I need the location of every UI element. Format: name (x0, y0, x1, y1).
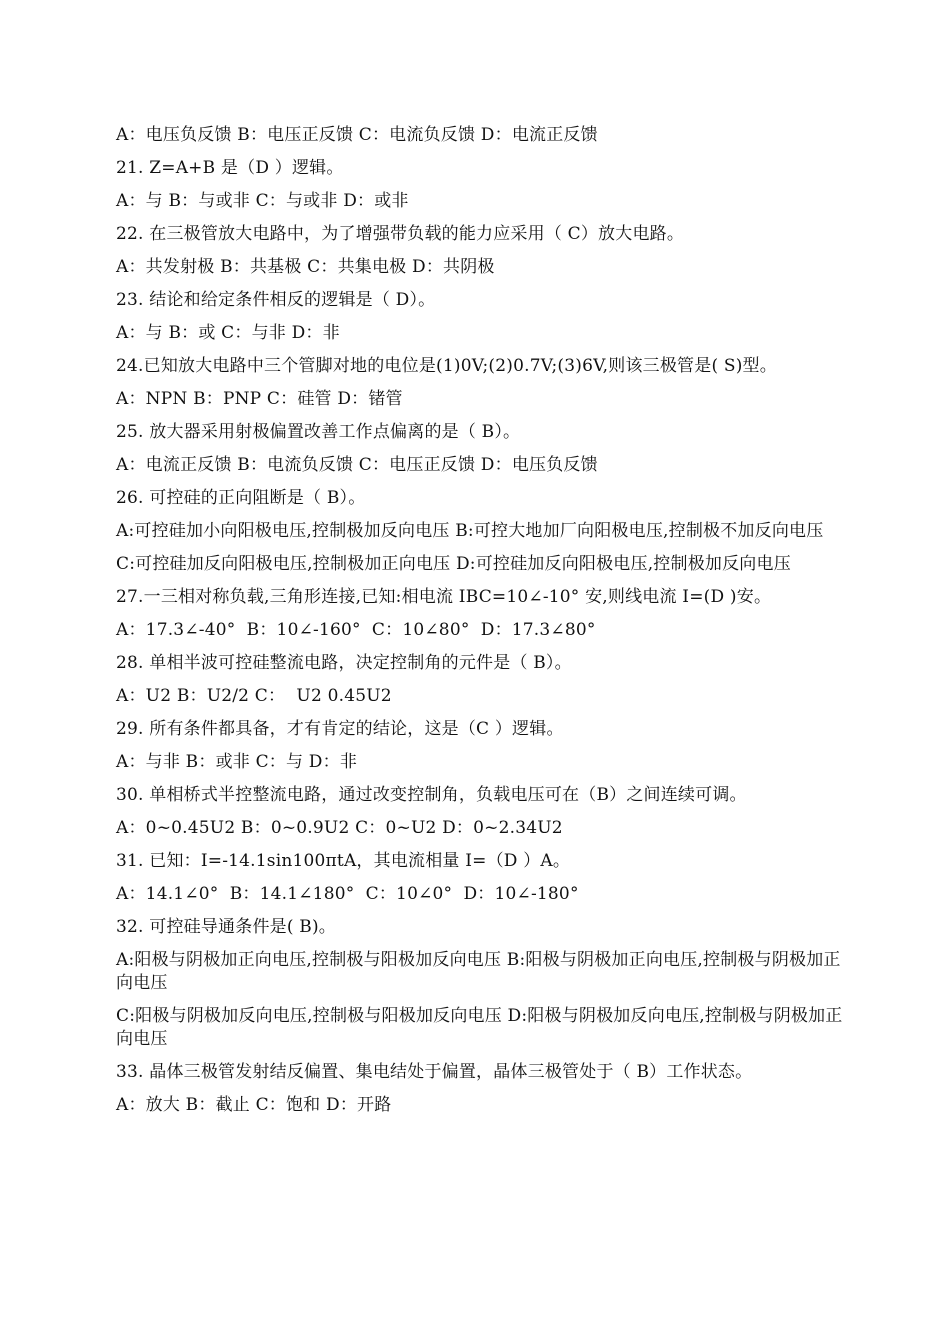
question-33: 33. 晶体三极管发射结反偏置、集电结处于偏置，晶体三极管处于（ B）工作状态。 (116, 1062, 753, 1082)
question-29: 29. 所有条件都具备，才有肯定的结论，这是（C ）逻辑。 (116, 719, 564, 739)
answer-options: A：电压负反馈 B：电压正反馈 C：电流负反馈 D：电流正反馈 (116, 125, 598, 145)
answer-options: A：电流正反馈 B：电流负反馈 C：电压正反馈 D：电压负反馈 (116, 455, 598, 475)
answer-options: C:可控硅加反向阳极电压,控制极加正向电压 D:可控硅加反向阳极电压,控制极加反向电压 (116, 554, 791, 574)
question-26: 26. 可控硅的正向阻断是（ B）。 (116, 488, 366, 508)
question-31: 31. 已知：I=-14.1sin100πtA，其电流相量 I=（D ）A。 (116, 851, 571, 871)
question-32: 32. 可控硅导通条件是( B)。 (116, 917, 337, 937)
answer-options: A：0~0.45U2 B：0~0.9U2 C：0~U2 D：0~2.34U2 (116, 818, 563, 838)
question-22: 22. 在三极管放大电路中，为了增强带负载的能力应采用（ C）放大电路。 (116, 224, 685, 244)
answer-options: A：14.1∠0° B：14.1∠180° C：10∠0° D：10∠-180° (116, 884, 579, 904)
question-24: 24.已知放大电路中三个管脚对地的电位是(1)0V;(2)0.7V;(3)6V,则该三极管是( S)型。 (116, 356, 777, 376)
answer-options: A：NPN B：PNP C：硅管 D：锗管 (116, 389, 403, 409)
question-28: 28. 单相半波可控硅整流电路，决定控制角的元件是（ B）。 (116, 653, 572, 673)
question-23: 23. 结论和给定条件相反的逻辑是（ D）。 (116, 290, 436, 310)
answer-options: C:阳极与阴极加反向电压,控制极与阳极加反向电压 D:阳极与阴极加反向电压,控制极与阴极加正向电压 (116, 1006, 843, 1049)
answer-options: A：与 B：与或非 C：与或非 D：或非 (116, 191, 409, 211)
question-30: 30. 单相桥式半控整流电路，通过改变控制角，负载电压可在（B）之间连续可调。 (116, 785, 747, 805)
question-27: 27.一三相对称负载,三角形连接,已知:相电流 IBC=10∠-10° 安,则线电流 I=(D )安。 (116, 587, 772, 607)
answer-options: A：与非 B：或非 C：与 D：非 (116, 752, 358, 772)
answer-options: A:阳极与阴极加正向电压,控制极与阳极加反向电压 B:阳极与阴极加正向电压,控制极与阴极加正向电压 (116, 950, 841, 993)
question-25: 25. 放大器采用射极偏置改善工作点偏离的是（ B）。 (116, 422, 521, 442)
answer-options: A：共发射极 B：共基极 C：共集电极 D：共阴极 (116, 257, 495, 277)
answer-options: A：与 B：或 C：与非 D：非 (116, 323, 340, 343)
question-21: 21. Z=A+B 是（D ）逻辑。 (116, 158, 344, 178)
answer-options: A：U2 B：U2/2 C： U2 0.45U2 (116, 686, 392, 706)
answer-options: A:可控硅加小向阳极电压,控制极加反向电压 B:可控大地加厂向阳极电压,控制极不加反向电压 (116, 521, 824, 541)
question-list (116, 124, 846, 1127)
answer-options: A：放大 B：截止 C：饱和 D：开路 (116, 1095, 392, 1115)
answer-options: A：17.3∠-40° B：10∠-160° C：10∠80° D：17.3∠80° (116, 620, 596, 640)
